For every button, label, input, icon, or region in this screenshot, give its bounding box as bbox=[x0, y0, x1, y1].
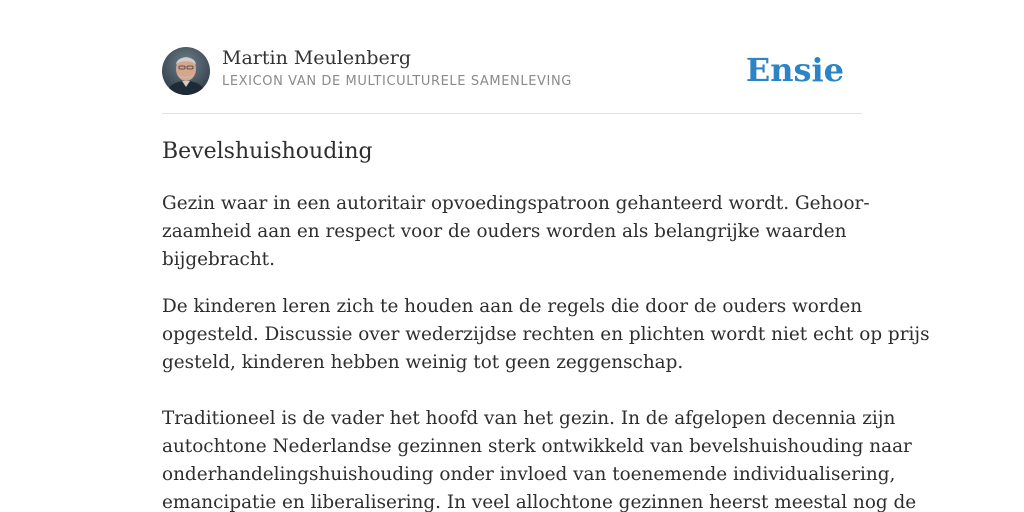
text-line: De kinderen leren zich te houden aan de regels die door de ouders worden bbox=[162, 296, 863, 317]
ensie-logo[interactable]: Ensie bbox=[745, 51, 844, 89]
article-paragraph bbox=[162, 190, 870, 274]
header bbox=[162, 46, 862, 96]
text-line: emancipatie en liberalisering. In veel allochtone gezinnen heerst meestal nog de bbox=[162, 492, 917, 512]
article-body bbox=[162, 190, 930, 512]
article-title: Bevelshuishouding bbox=[162, 139, 373, 164]
header-divider bbox=[162, 113, 862, 114]
text-line: autochtone Nederlandse gezinnen sterk ontwikkeld van bevelshuishouding naar bbox=[162, 436, 912, 457]
text-line: opgesteld. Discussie over wederzijdse rechten en plichten wordt niet echt op prijs bbox=[162, 324, 930, 345]
text-line: Gezin waar in een autoritair opvoedingspatroon gehanteerd wordt. Gehoor- bbox=[162, 193, 870, 214]
article-paragraph bbox=[162, 405, 917, 512]
author-portrait-icon bbox=[162, 47, 210, 95]
article-paragraph bbox=[162, 293, 930, 377]
author-avatar[interactable] bbox=[162, 47, 210, 95]
publication-name[interactable]: LEXICON VAN DE MULTICULTURELE SAMENLEVING bbox=[222, 74, 572, 89]
text-line: Traditioneel is de vader het hoofd van het gezin. In de afgelopen decennia zijn bbox=[162, 408, 896, 429]
text-line: bijgebracht. bbox=[162, 249, 275, 270]
author-name[interactable]: Martin Meulenberg bbox=[222, 47, 411, 69]
text-line: onderhandelingshuishouding onder invloed van toenemende individualisering, bbox=[162, 464, 896, 485]
text-line: zaamheid aan en respect voor de ouders worden als belangrijke waarden bbox=[162, 221, 847, 242]
text-line: gesteld, kinderen hebben weinig tot geen zeggenschap. bbox=[162, 352, 684, 373]
